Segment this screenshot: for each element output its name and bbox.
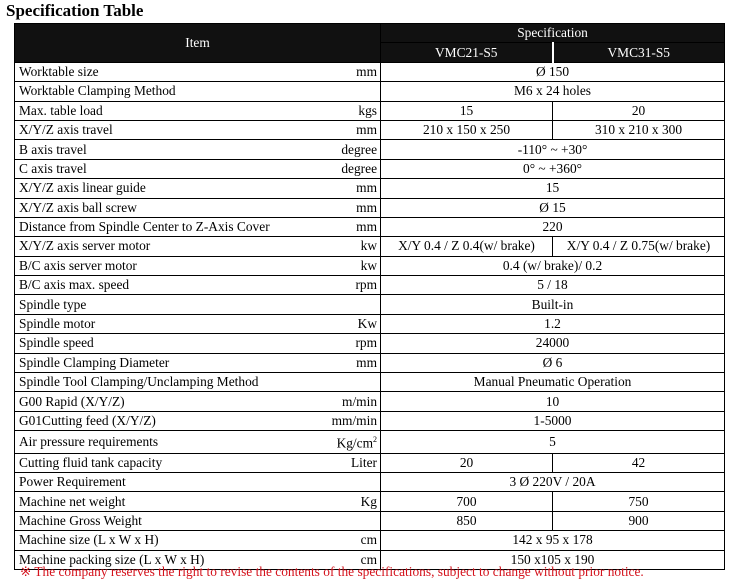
- table-row: [15, 159, 725, 178]
- row-unit: [310, 82, 381, 101]
- row-value-shared: 15: [381, 179, 725, 198]
- row-value-shared: 1-5000: [381, 411, 725, 430]
- row-value-a: 15: [381, 101, 553, 120]
- table-row: [15, 276, 725, 295]
- row-item: Machine net weight: [15, 492, 310, 511]
- page-title: Specification Table: [6, 1, 144, 20]
- row-unit: [310, 353, 381, 372]
- table-row: [15, 179, 725, 198]
- row-item: Cutting fluid tank capacity: [15, 453, 310, 472]
- row-unit-text: Liter: [350, 454, 378, 470]
- row-unit-text: mm: [356, 63, 378, 79]
- row-item: X/Y/Z axis server motor: [15, 237, 310, 256]
- row-value-a: 20: [381, 453, 553, 472]
- row-value-shared: 0° ~ +360°: [381, 159, 725, 178]
- row-item: Air pressure requirements: [15, 431, 310, 453]
- table-row: [15, 140, 725, 159]
- row-value-shared: 3 Ø 220V / 20A: [381, 473, 725, 492]
- row-value-shared: Ø 15: [381, 198, 725, 217]
- row-value-a: 850: [381, 511, 553, 530]
- row-item: X/Y/Z axis linear guide: [15, 179, 310, 198]
- row-value-shared: 10: [381, 392, 725, 411]
- row-unit-text: Kg: [360, 493, 378, 509]
- row-unit-text: mm: [356, 219, 378, 235]
- header-row: [15, 24, 725, 43]
- spec-table: [14, 23, 725, 570]
- row-item: X/Y/Z axis travel: [15, 120, 310, 139]
- row-unit: [310, 531, 381, 550]
- table-row: [15, 373, 725, 392]
- row-unit-text: Kw: [357, 316, 378, 332]
- row-item: Machine packing size (L x W x H): [15, 550, 310, 569]
- specification-header: Specification: [381, 24, 725, 43]
- row-item: Worktable size: [15, 62, 310, 81]
- row-value-shared: Ø 6: [381, 353, 725, 372]
- row-unit: [310, 101, 381, 120]
- row-item: Spindle Tool Clamping/Unclamping Method: [15, 373, 310, 392]
- row-unit: [310, 198, 381, 217]
- row-unit-text: cm: [360, 551, 378, 567]
- table-row: [15, 101, 725, 120]
- row-unit: [310, 492, 381, 511]
- item-header: Item: [15, 24, 381, 63]
- table-row: [15, 353, 725, 372]
- table-row: [15, 237, 725, 256]
- table-row: [15, 295, 725, 314]
- row-value-shared: Built-in: [381, 295, 725, 314]
- row-unit-text: kw: [360, 257, 378, 273]
- table-row: [15, 314, 725, 333]
- row-value-b: 310 x 210 x 300: [553, 120, 725, 139]
- row-unit-text: mm: [356, 180, 378, 196]
- row-unit: [310, 276, 381, 295]
- row-unit-text: m/min: [342, 393, 378, 409]
- row-item: X/Y/Z axis ball screw: [15, 198, 310, 217]
- row-value-b: X/Y 0.4 / Z 0.75(w/ brake): [553, 237, 725, 256]
- row-item: Machine Gross Weight: [15, 511, 310, 530]
- table-row: [15, 120, 725, 139]
- row-value-b: 750: [553, 492, 725, 511]
- row-unit-text: Kg/cm: [336, 435, 374, 451]
- row-unit-text: rpm: [355, 277, 378, 293]
- table-row: [15, 82, 725, 101]
- row-item: C axis travel: [15, 159, 310, 178]
- row-unit: [310, 62, 381, 81]
- row-item: Max. table load: [15, 101, 310, 120]
- row-unit: [310, 373, 381, 392]
- row-value-shared: Manual Pneumatic Operation: [381, 373, 725, 392]
- row-value-b: 20: [553, 101, 725, 120]
- row-value-a: X/Y 0.4 / Z 0.4(w/ brake): [381, 237, 553, 256]
- table-row: [15, 256, 725, 275]
- row-unit-text: degree: [341, 160, 378, 176]
- row-unit: [310, 511, 381, 530]
- table-row: [15, 411, 725, 430]
- row-item: Spindle Clamping Diameter: [15, 353, 310, 372]
- row-unit: [310, 473, 381, 492]
- row-item: B axis travel: [15, 140, 310, 159]
- table-row: [15, 473, 725, 492]
- row-unit-text: cm: [360, 532, 378, 548]
- row-unit: [310, 392, 381, 411]
- row-value-shared: -110° ~ +30°: [381, 140, 725, 159]
- table-row: [15, 492, 725, 511]
- row-unit-superscript: 2: [373, 435, 378, 445]
- table-row: [15, 217, 725, 236]
- table-row: [15, 511, 725, 530]
- row-item: B/C axis max. speed: [15, 276, 310, 295]
- model-a-header: VMC21-S5: [381, 43, 553, 62]
- table-row: [15, 392, 725, 411]
- row-item: B/C axis server motor: [15, 256, 310, 275]
- table-row: [15, 62, 725, 81]
- table-row: [15, 198, 725, 217]
- table-row: [15, 531, 725, 550]
- row-item: G00 Rapid (X/Y/Z): [15, 392, 310, 411]
- row-value-shared: Ø 150: [381, 62, 725, 81]
- row-unit-text: mm: [356, 354, 378, 370]
- table-row: [15, 334, 725, 353]
- row-unit-text: kw: [360, 238, 378, 254]
- row-value-a: 700: [381, 492, 553, 511]
- row-item: Spindle motor: [15, 314, 310, 333]
- row-unit: [310, 453, 381, 472]
- row-unit: [310, 295, 381, 314]
- row-unit: [310, 159, 381, 178]
- row-unit: [310, 334, 381, 353]
- row-unit: [310, 217, 381, 236]
- row-item: Worktable Clamping Method: [15, 82, 310, 101]
- table-row: [15, 431, 725, 453]
- row-unit-text: mm/min: [331, 413, 378, 428]
- row-unit: [310, 179, 381, 198]
- row-value-shared: 150 x105 x 190: [381, 550, 725, 569]
- row-unit: [310, 411, 381, 430]
- row-value-a: 210 x 150 x 250: [381, 120, 553, 139]
- row-unit: [310, 120, 381, 139]
- row-item: Spindle speed: [15, 334, 310, 353]
- row-value-b: 900: [553, 511, 725, 530]
- row-unit-text: mm: [356, 122, 378, 138]
- row-value-shared: 1.2: [381, 314, 725, 333]
- row-value-shared: 24000: [381, 334, 725, 353]
- row-unit: [310, 256, 381, 275]
- spec-body: [15, 62, 725, 569]
- row-unit: [310, 314, 381, 333]
- row-value-shared: M6 x 24 holes: [381, 82, 725, 101]
- row-value-shared: 142 x 95 x 178: [381, 531, 725, 550]
- row-item: Power Requirement: [15, 473, 310, 492]
- row-item: G01Cutting feed (X/Y/Z): [15, 411, 310, 430]
- row-value-shared: 5: [381, 431, 725, 453]
- row-unit-text: mm: [356, 199, 378, 215]
- row-unit-text: kgs: [358, 102, 378, 118]
- row-item: Distance from Spindle Center to Z-Axis Cover: [15, 217, 310, 236]
- row-unit: [310, 431, 381, 453]
- row-item: Spindle type: [15, 295, 310, 314]
- row-unit: [310, 140, 381, 159]
- row-value-shared: 0.4 (w/ brake)/ 0.2: [381, 256, 725, 275]
- table-row: [15, 453, 725, 472]
- row-value-b: 42: [553, 453, 725, 472]
- disclaimer-note: ※ The company reserves the right to revise the contents of the specifications, subject to change without prior notice.: [20, 564, 644, 579]
- row-unit: [310, 237, 381, 256]
- row-unit-text: degree: [341, 141, 378, 157]
- row-item: Machine size (L x W x H): [15, 531, 310, 550]
- model-b-header: VMC31-S5: [553, 43, 725, 62]
- row-value-shared: 220: [381, 217, 725, 236]
- row-unit-text: rpm: [355, 335, 378, 351]
- row-value-shared: 5 / 18: [381, 276, 725, 295]
